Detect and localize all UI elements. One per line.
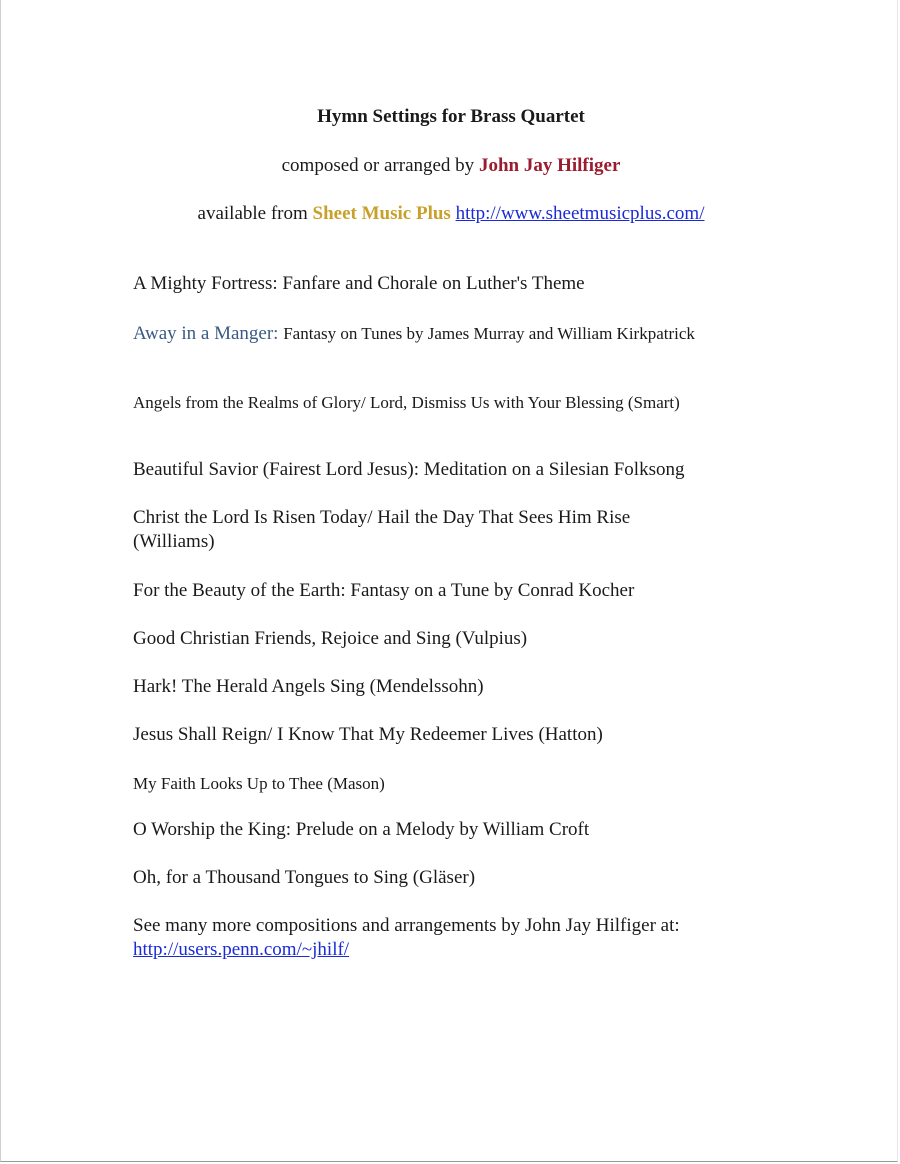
byline xyxy=(1,155,900,177)
list-item: Oh, for a Thousand Tongues to Sing (Gläser) xyxy=(133,867,476,888)
list-item xyxy=(133,322,733,346)
list-item: Good Christian Friends, Rejoice and Sing (Vulpius) xyxy=(133,628,528,649)
availability-line xyxy=(1,203,900,225)
list-item: Hark! The Herald Angels Sing (Mendelssohn) xyxy=(133,676,484,697)
list-item: Beautiful Savior (Fairest Lord Jesus): Meditation on a Silesian Folksong xyxy=(133,459,685,480)
list-item: Christ the Lord Is Risen Today/ Hail the Day That Sees Him Rise (Williams) xyxy=(133,507,631,552)
list-item: A Mighty Fortress: Fanfare and Chorale on Luther's Theme xyxy=(133,273,585,294)
availability-prefix: available from xyxy=(197,203,308,224)
byline-prefix: composed or arranged by xyxy=(281,155,475,176)
footer-text: See many more compositions and arrangements by John Jay Hilfiger at: xyxy=(133,915,680,936)
publisher-name: Sheet Music Plus xyxy=(312,203,451,224)
list-item: Jesus Shall Reign/ I Know That My Redeemer Lives (Hatton) xyxy=(133,724,603,745)
footer-note xyxy=(133,914,793,962)
list-item: My Faith Looks Up to Thee (Mason) xyxy=(133,774,385,793)
away-in-a-manger-title: Away in a Manger: xyxy=(133,323,279,344)
publisher-link[interactable]: http://www.sheetmusicplus.com/ xyxy=(455,203,705,224)
away-in-a-manger-subtitle: Fantasy on Tunes by James Murray and William Kirkpatrick xyxy=(283,324,695,343)
list-item: For the Beauty of the Earth: Fantasy on a Tune by Conrad Kocher xyxy=(133,580,635,601)
composer-website-link[interactable]: http://users.penn.com/~jhilf/ xyxy=(133,939,350,960)
document-title: Hymn Settings for Brass Quartet xyxy=(317,106,585,127)
list-item: Angels from the Realms of Glory/ Lord, Dismiss Us with Your Blessing (Smart) xyxy=(133,393,680,412)
composer-name: John Jay Hilfiger xyxy=(478,155,621,176)
list-item: O Worship the King: Prelude on a Melody by William Croft xyxy=(133,819,590,840)
